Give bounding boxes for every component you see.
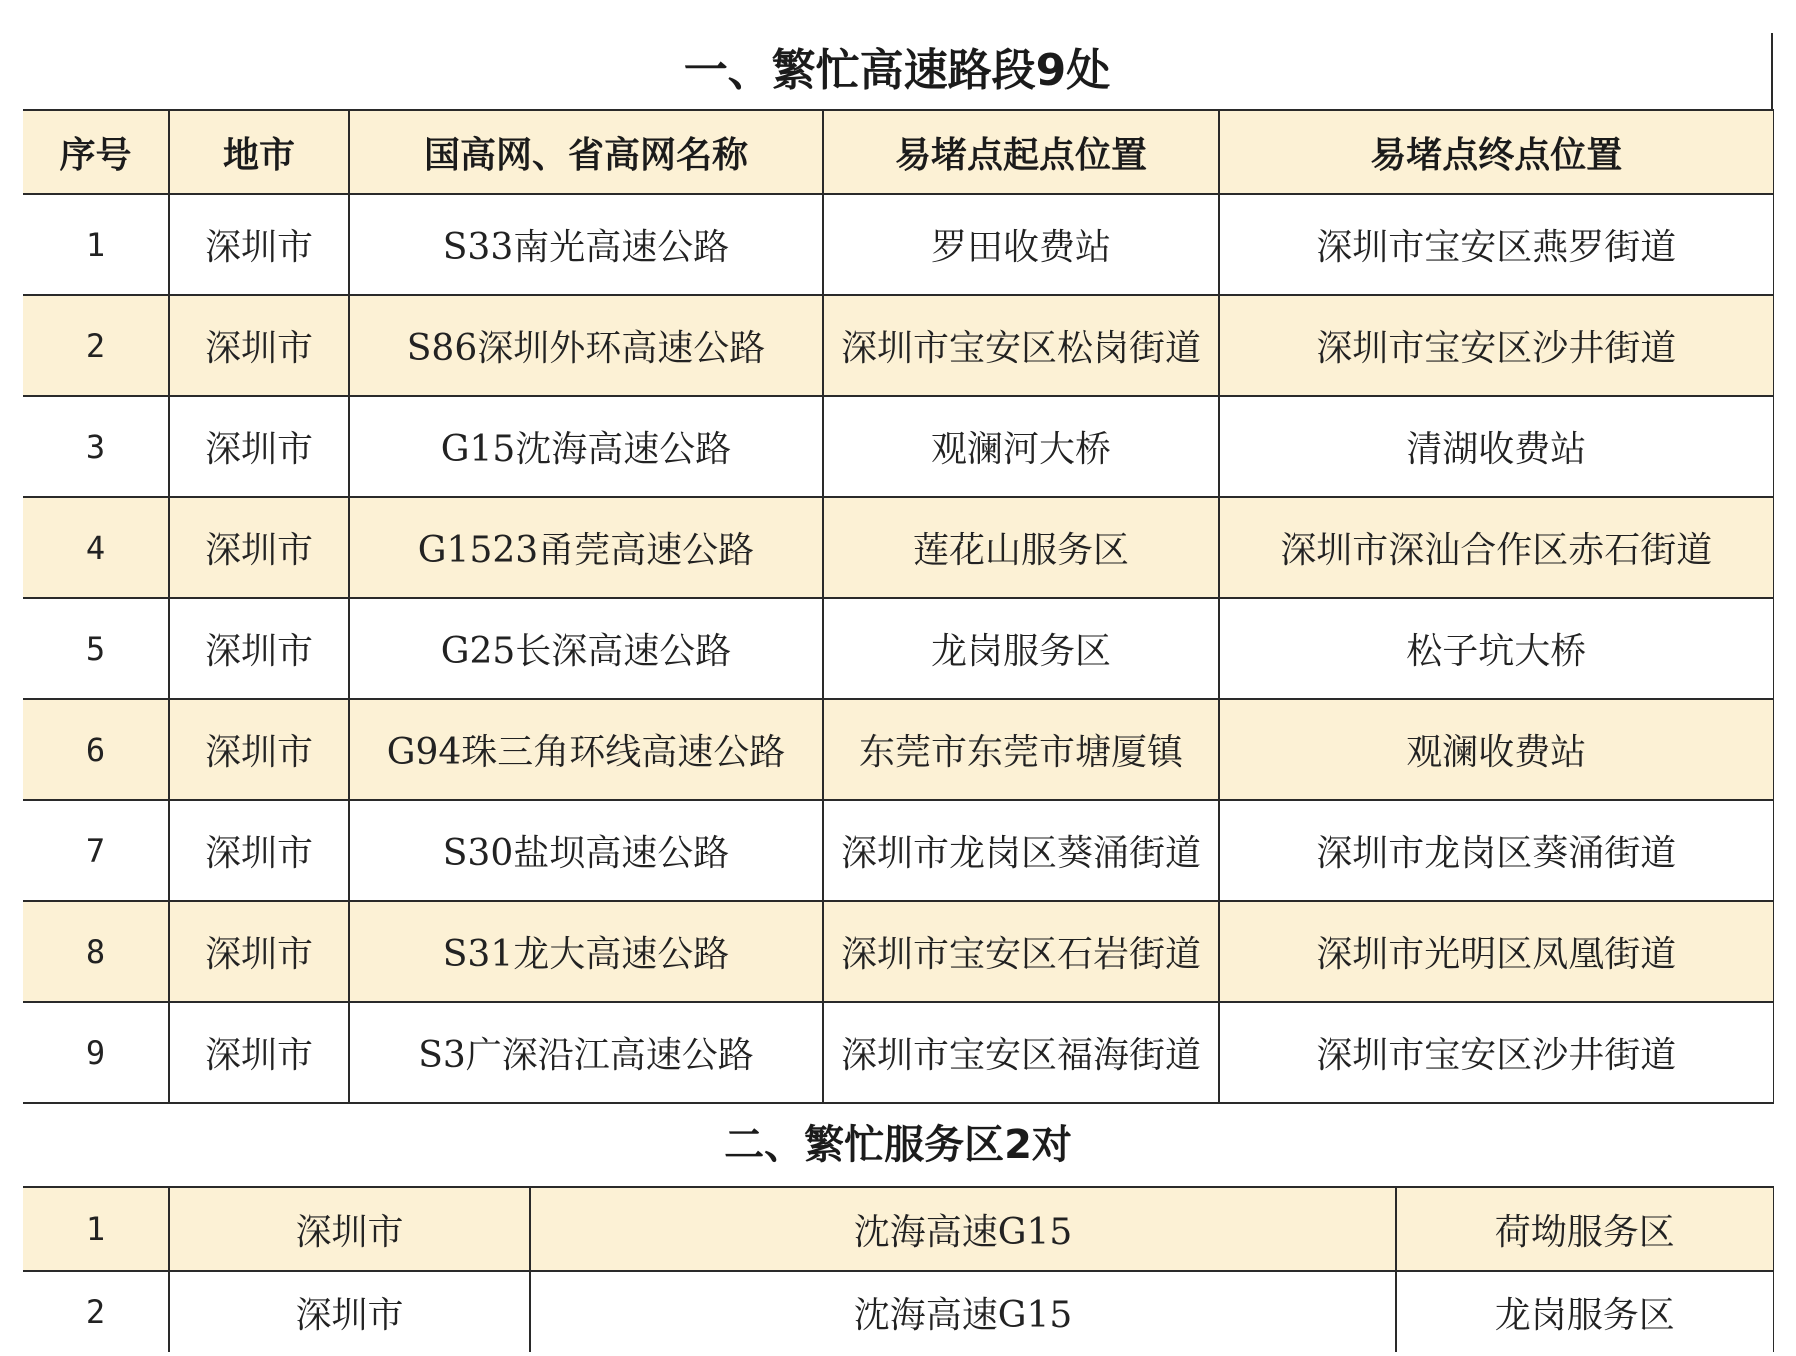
- header-index: 序号: [23, 110, 169, 194]
- row-city: 深圳市: [169, 800, 349, 901]
- table-row: [23, 396, 1773, 497]
- row-start: 莲花山服务区: [823, 497, 1219, 598]
- row-highway: G25长深高速公路: [349, 598, 823, 699]
- row-index: 3: [23, 396, 169, 497]
- busy-highway-table: [23, 109, 1774, 1104]
- row-start: 东莞市东莞市塘厦镇: [823, 699, 1219, 800]
- row-service-area: 荷坳服务区: [1396, 1187, 1773, 1271]
- table-row: [23, 194, 1773, 295]
- row-city: 深圳市: [169, 1271, 530, 1352]
- table-row: [23, 295, 1773, 396]
- section-1-title: 一、繁忙高速路段9处: [23, 33, 1773, 109]
- table-sheet: [23, 33, 1773, 1352]
- row-start: 观澜河大桥: [823, 396, 1219, 497]
- table-row: [23, 598, 1773, 699]
- row-city: 深圳市: [169, 1187, 530, 1271]
- row-index: 1: [23, 1187, 169, 1271]
- row-highway: 沈海高速G15: [530, 1187, 1396, 1271]
- row-start: 深圳市宝安区松岗街道: [823, 295, 1219, 396]
- row-city: 深圳市: [169, 194, 349, 295]
- header-highway-name: 国高网、省高网名称: [349, 110, 823, 194]
- row-end: 深圳市龙岗区葵涌街道: [1219, 800, 1773, 901]
- row-end: 深圳市宝安区沙井街道: [1219, 295, 1773, 396]
- row-highway: S86深圳外环高速公路: [349, 295, 823, 396]
- row-start: 深圳市宝安区福海街道: [823, 1002, 1219, 1103]
- row-start: 罗田收费站: [823, 194, 1219, 295]
- row-highway: S3广深沿江高速公路: [349, 1002, 823, 1103]
- row-highway: G94珠三角环线高速公路: [349, 699, 823, 800]
- header-city: 地市: [169, 110, 349, 194]
- row-city: 深圳市: [169, 901, 349, 1002]
- row-index: 1: [23, 194, 169, 295]
- row-highway: G1523甬莞高速公路: [349, 497, 823, 598]
- row-end: 深圳市深汕合作区赤石街道: [1219, 497, 1773, 598]
- table-row: [23, 497, 1773, 598]
- row-city: 深圳市: [169, 396, 349, 497]
- row-start: 深圳市宝安区石岩街道: [823, 901, 1219, 1002]
- row-start: 龙岗服务区: [823, 598, 1219, 699]
- row-end: 观澜收费站: [1219, 699, 1773, 800]
- row-index: 9: [23, 1002, 169, 1103]
- row-highway: G15沈海高速公路: [349, 396, 823, 497]
- table-row: [23, 901, 1773, 1002]
- row-index: 2: [23, 1271, 169, 1352]
- row-index: 6: [23, 699, 169, 800]
- row-city: 深圳市: [169, 497, 349, 598]
- header-end-point: 易堵点终点位置: [1219, 110, 1773, 194]
- row-end: 深圳市光明区凤凰街道: [1219, 901, 1773, 1002]
- row-city: 深圳市: [169, 699, 349, 800]
- row-highway: S31龙大高速公路: [349, 901, 823, 1002]
- row-highway: 沈海高速G15: [530, 1271, 1396, 1352]
- row-end: 深圳市宝安区燕罗街道: [1219, 194, 1773, 295]
- header-start-point: 易堵点起点位置: [823, 110, 1219, 194]
- row-start: 深圳市龙岗区葵涌街道: [823, 800, 1219, 901]
- table-row: [23, 699, 1773, 800]
- row-end: 深圳市宝安区沙井街道: [1219, 1002, 1773, 1103]
- row-index: 5: [23, 598, 169, 699]
- row-index: 2: [23, 295, 169, 396]
- busy-service-area-table: [23, 1186, 1774, 1352]
- section-2-title: 二、繁忙服务区2对: [724, 1122, 1072, 1168]
- row-end: 松子坑大桥: [1219, 598, 1773, 699]
- table-header-row: [23, 110, 1773, 194]
- row-city: 深圳市: [169, 295, 349, 396]
- row-index: 8: [23, 901, 169, 1002]
- row-index: 7: [23, 800, 169, 901]
- row-city: 深圳市: [169, 1002, 349, 1103]
- row-highway: S30盐坝高速公路: [349, 800, 823, 901]
- table-row: [23, 800, 1773, 901]
- row-index: 4: [23, 497, 169, 598]
- row-end: 清湖收费站: [1219, 396, 1773, 497]
- row-city: 深圳市: [169, 598, 349, 699]
- table-row: [23, 1187, 1773, 1271]
- row-service-area: 龙岗服务区: [1396, 1271, 1773, 1352]
- table-row: [23, 1002, 1773, 1103]
- table-row: [23, 1271, 1773, 1352]
- row-highway: S33南光高速公路: [349, 194, 823, 295]
